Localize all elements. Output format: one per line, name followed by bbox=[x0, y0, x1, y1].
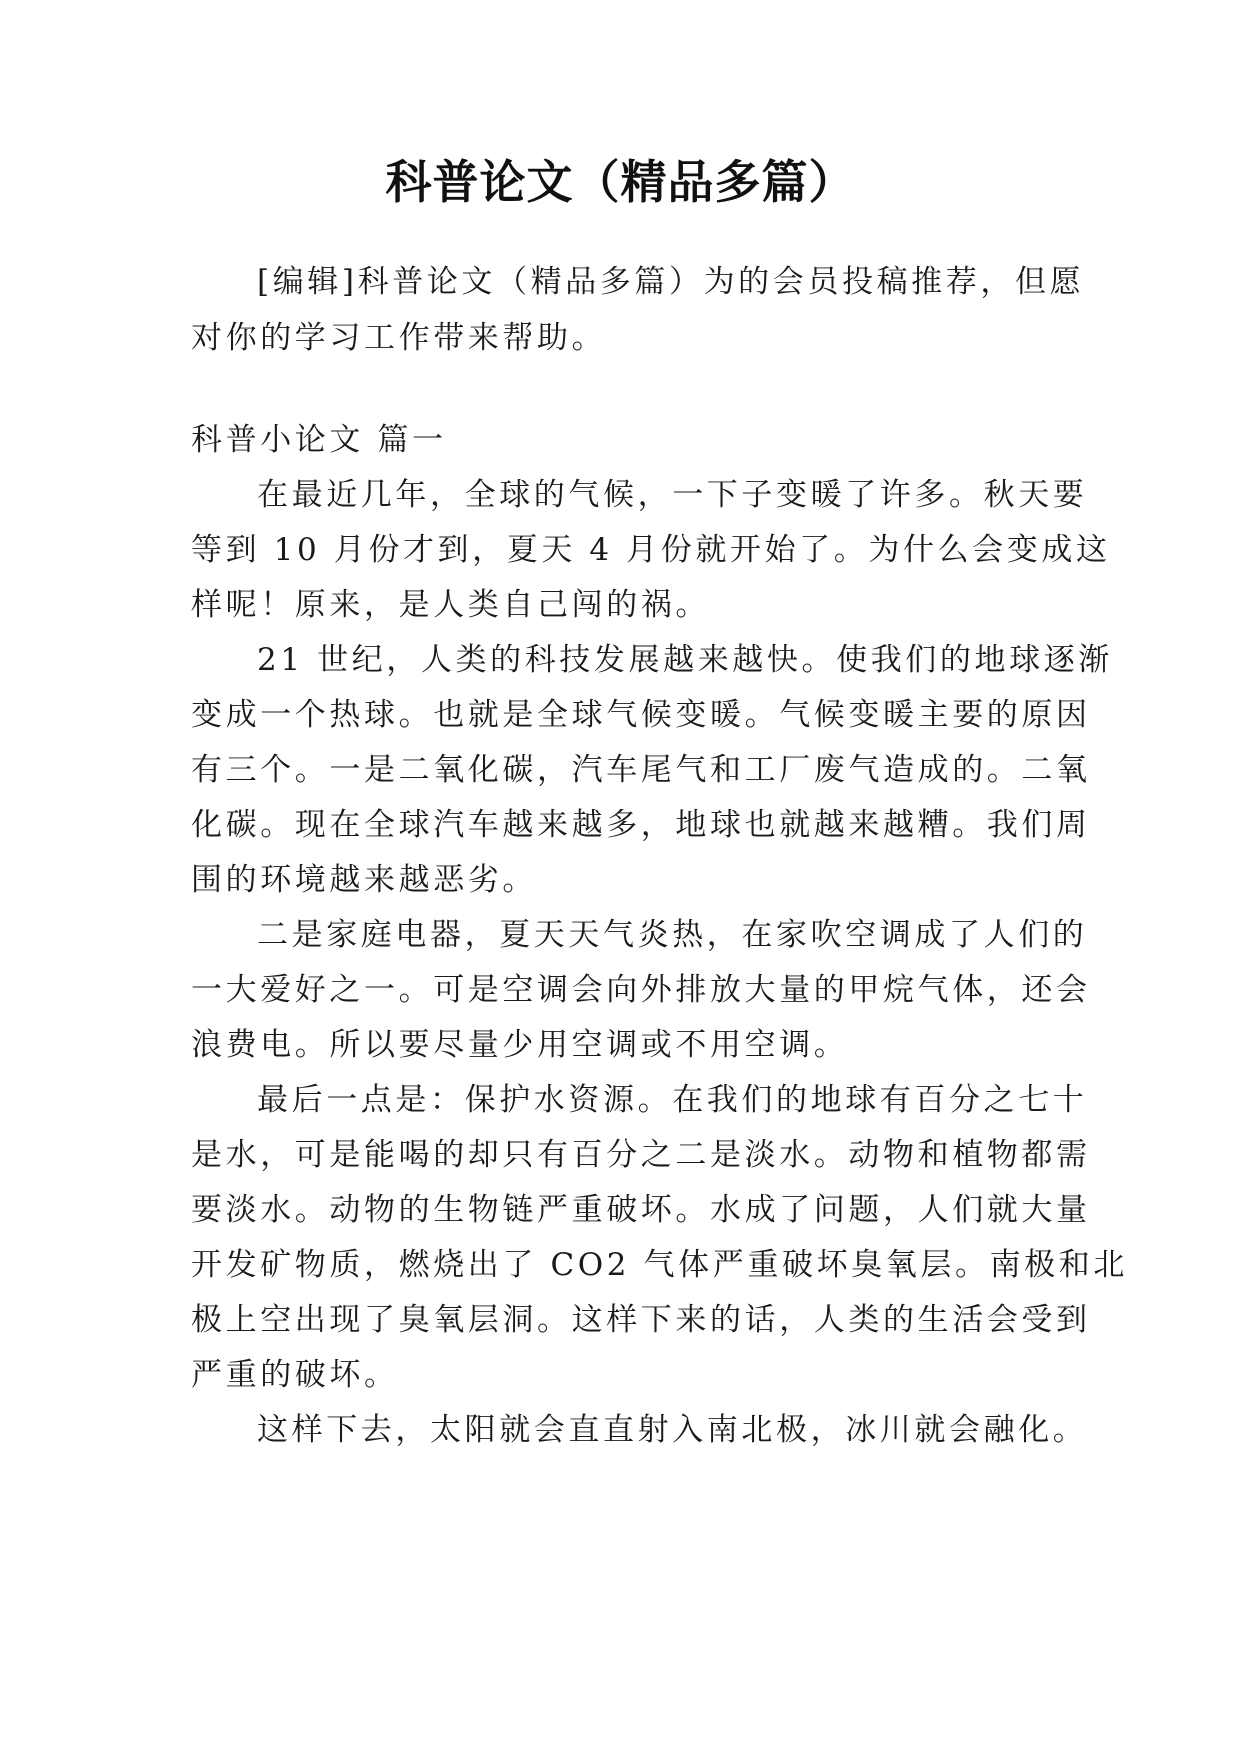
paragraph-line: 变成一个热球。也就是全球气候变暖。气候变暖主要的原因 bbox=[191, 697, 1091, 733]
paragraph-line: 化碳。现在全球汽车越来越多，地球也就越来越糟。我们周 bbox=[191, 807, 1091, 843]
paragraph-line: 这样下去，太阳就会直直射入南北极，冰川就会融化。 bbox=[257, 1412, 1088, 1448]
paragraph-line: 样呢！原来，是人类自己闯的祸。 bbox=[191, 587, 710, 623]
document-title: 科普论文（精品多篇） bbox=[385, 155, 856, 209]
section-heading: 科普小论文 篇一 bbox=[191, 422, 447, 458]
paragraph-line: 要淡水。动物的生物链严重破坏。水成了问题，人们就大量 bbox=[191, 1192, 1091, 1228]
paragraph-line: 在最近几年，全球的气候，一下子变暖了许多。秋天要 bbox=[257, 477, 1088, 513]
paragraph-line: 一大爱好之一。可是空调会向外排放大量的甲烷气体，还会 bbox=[191, 972, 1091, 1008]
paragraph-line: 极上空出现了臭氧层洞。这样下来的话，人类的生活会受到 bbox=[191, 1302, 1091, 1338]
paragraph-line: 是水，可是能喝的却只有百分之二是淡水。动物和植物都需 bbox=[191, 1137, 1091, 1173]
paragraph-line: 二是家庭电器，夏天天气炎热，在家吹空调成了人们的 bbox=[257, 917, 1088, 953]
paragraph-line: 围的环境越来越恶劣。 bbox=[191, 862, 537, 898]
paragraph-line: 有三个。一是二氧化碳，汽车尾气和工厂废气造成的。二氧 bbox=[191, 752, 1091, 788]
paragraph-line: 等到 10 月份才到，夏天 4 月份就开始了。为什么会变成这 bbox=[191, 532, 1111, 568]
paragraph-line: 最后一点是：保护水资源。在我们的地球有百分之七十 bbox=[257, 1082, 1088, 1118]
paragraph-line: 开发矿物质，燃烧出了 CO2 气体严重破坏臭氧层。南极和北 bbox=[191, 1247, 1128, 1283]
intro-line: 对你的学习工作带来帮助。 bbox=[191, 320, 607, 356]
paragraph-line: 严重的破坏。 bbox=[191, 1357, 399, 1393]
paragraph-line: 浪费电。所以要尽量少用空调或不用空调。 bbox=[191, 1027, 849, 1063]
paragraph-line: 21 世纪，人类的科技发展越来越快。使我们的地球逐渐 bbox=[257, 642, 1113, 678]
intro-line: [编辑]科普论文（精品多篇）为的会员投稿推荐，但愿 bbox=[257, 264, 1085, 300]
